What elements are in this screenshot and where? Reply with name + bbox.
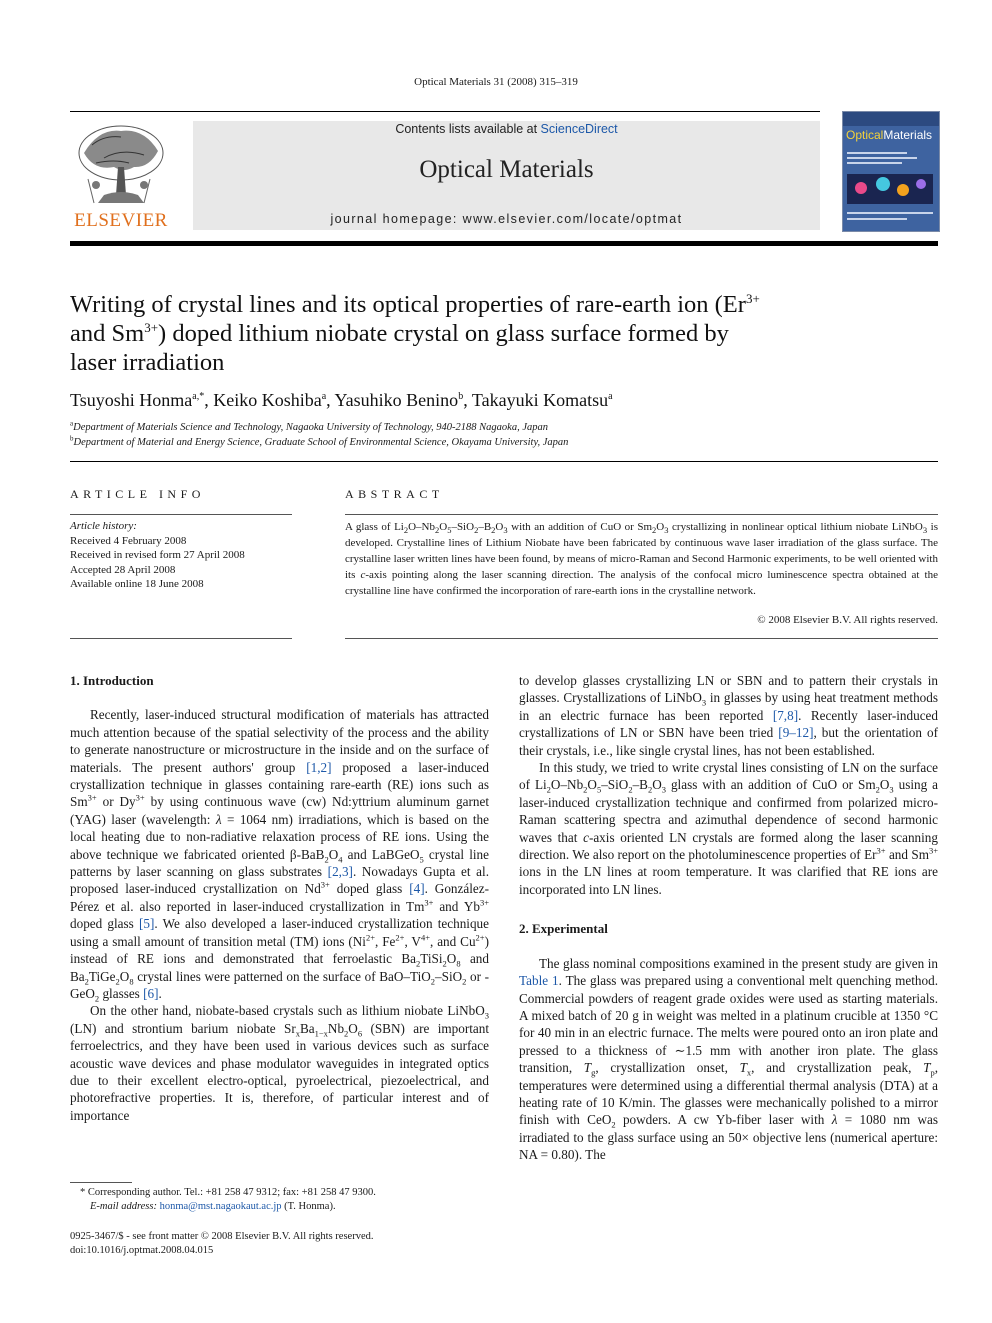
abstract-rule-bottom	[345, 638, 938, 639]
email-suffix: (T. Honma).	[284, 1201, 336, 1212]
cover-title-a: Optical	[846, 128, 884, 142]
header-rule	[70, 111, 820, 112]
footnote-rule	[70, 1182, 132, 1183]
history-accepted: Accepted 28 April 2008	[70, 563, 176, 576]
corresponding-author-note: * Corresponding author. Tel.: +81 258 47 9312; fax: +81 258 47 9300.	[80, 1187, 376, 1198]
article-info-heading: ARTICLE INFO	[70, 487, 205, 501]
footer-info	[70, 1230, 490, 1258]
author-name[interactable]: Keiko Koshiba	[213, 390, 322, 410]
affiliation-sup: b	[70, 434, 74, 443]
affiliation-b	[70, 434, 940, 448]
author-list: Tsuyoshi Honma$^{a,*}$, Keiko Koshiba$^a$, Yasuhiko Benino$^b$, Takayuki Komatsu$^a$	[70, 390, 613, 410]
email-link[interactable]: honma@mst.nagaokaut.ac.jp	[159, 1201, 282, 1212]
journal-citation: Optical Materials 31 (2008) 315–319	[414, 76, 578, 88]
intro-paragraph: Recently, laser-induced structural modification of materials has attracted much attention because of the spatial selectivity of the process and the ability to generate nanostructure or microstructure in the inside and on the surface of materials. The present authors' group [1,2] proposed a laser-induced crystallization technique in glasses containing rare-earth (RE) ions such as $Sm^{3+}$ or $Dy^{3+}$ by using continuous wave (cw) Nd:yttrium aluminum garnet (YAG) laser (wavelength: λ = 1064 nm) irradiations, which is based on the local heating due to non-radiative relaxation process of RE ions. Using the above technique we fabricated oriented $\beta-BaB_2O_4$ and LaBGeO$_5$ crystal line patterns by laser scanning on glass substrates [2,3]. Nowadays Gupta et al. proposed laser-induced crystallization on $Nd^{3+}$ doped glass [4]. González-Pérez et al. also reported in laser-induced crystallization in $Tm^{3+}$ and $Yb^{3+}$ doped glass [5]. We also developed a laser-induced crystallization technique using a small amount of transition metal (TM) ions ($Ni^{2+}$, $Fe^{2+}$, $V^{4+}$, and $Cu^{2+}$) instead of RE ions and demonstrated that ferroelastic $Ba_2TiSi_2O_8$ and $Ba_2TiGe_2O_8$ crystal lines were patterned on the surface of BaO–TiO$_2$–SiO$_2$ or -GeO$_2$ glasses [6].	[70, 707, 490, 1004]
author-sup[interactable]: a,*	[192, 391, 205, 402]
cover-title	[846, 128, 932, 142]
author-name[interactable]: Takayuki Komatsu	[471, 390, 609, 410]
journal-banner	[193, 121, 820, 230]
history-online: Available online 18 June 2008	[70, 578, 204, 590]
experimental-paragraph: The glass nominal compositions examined in the present study are given in Table 1. The glass was prepared using a conventional melt quenching method. Commercial powders of reagent grade oxides were used as starting materials. A mixed batch of 20 g in weight was melted in a platinum crucible at 1350 °C for 40 min in an electric furnace. The melts were poured onto an iron plate and pressed to a thickness of ∼1.5 mm with another iron plate. The glass transition, $T_g$, crystallization onset, $T_x$, and crystallization peak, $T_p$, temperatures were determined using a differential thermal analysis (DTA) at a heating rate of 10 K/min. The glasses were mechanically polished to a mirror finish with CeO$_2$ powders. A cw Yb-fiber laser with λ = 1080 nm was irradiated to the glass surface using an 50× objective lens (numerical aperture: NA = 0.80). The	[519, 955, 938, 1163]
journal-cover[interactable]	[842, 111, 940, 232]
email-label: E-mail address:	[90, 1201, 157, 1212]
abstract-heading: ABSTRACT	[345, 487, 444, 501]
author-sup[interactable]: b	[458, 391, 464, 402]
corresponding-text: Corresponding author. Tel.: +81 258 47 9312; fax: +81 258 47 9300.	[87, 1187, 376, 1198]
article-title: Writing of crystal lines and its optical properties of rare-earth ion ($Er^{3+}$ and $Sm^{3+}$) doped lithium niobate crystal on glass surface formed by laser irradiation	[70, 290, 760, 376]
abstract-rule-top	[345, 514, 938, 515]
footnote	[70, 1186, 490, 1214]
elsevier-logo[interactable]	[70, 121, 172, 233]
email-note	[70, 1200, 490, 1214]
intro-paragraph: In this study, we tried to write crystal lines consisting of LN on the surface of $Li_2O-Nb_2O_5-SiO_2-B_2O_3$ glass with an addition of CuO or $Sm_2O_3$ using a laser-induced crystallization technique and confirmed from polarized micro-Raman scattering spectra and azimuthal dependence of second harmonic waves that c-axis oriented LN crystals are formed along the laser scanning direction. We also report on the photoluminescence properties of $Er^{3+}$ and $Sm^{3+}$ ions in the LN lines at room temperature. It was clarified that RE ions are incorporated into LN lines.	[519, 760, 939, 897]
affiliation-sup: a	[70, 419, 74, 428]
intro-paragraph: On the other hand, niobate-based crystals such as lithium niobate LiNbO$_3$ (LN) and strontium barium niobate $Sr_xBa_{1-x}Nb_2O_6$ (SBN) are important ferroelectrics, and they have been used in various devices such as surface acoustic wave devices and phase modulator waveguides in integrated optics due to their excellent electro-optical, pyroelectrical, piezoelectrical, and photorefractive properties. It is, therefore, of particular interest and of importance	[70, 1003, 490, 1123]
affiliation-text: Department of Materials Science and Technology, Nagaoka University of Technology, 940-2188 Nagaoka, Japan	[73, 422, 548, 433]
abstract-copyright: © 2008 Elsevier B.V. All rights reserved.	[757, 614, 938, 626]
doi-link[interactable]: doi:10.1016/j.optmat.2008.04.015	[70, 1245, 214, 1256]
article-info-rule-top	[70, 514, 292, 515]
sciencedirect-link[interactable]: ScienceDirect	[540, 122, 618, 136]
author-name[interactable]: Tsuyoshi Honma	[70, 390, 193, 410]
author-name[interactable]: Yasuhiko Benino	[334, 390, 459, 410]
right-column	[519, 672, 938, 1164]
affiliation-a	[70, 419, 940, 433]
history-revised: Received in revised form 27 April 2008	[70, 549, 245, 561]
intro-paragraph: to develop glasses crystallizing LN or SBN and to pattern their crystals in glasses. Crystallizations of LiNbO$_3$ in glasses by using heat treatment methods in an electric furnace has been reported [7,8]. Recently laser-induced crystallizations of LN or SBN have been tried [9–12], but the orientation of their crystals, i.e., like single crystal lines, has not been established.	[519, 673, 938, 758]
elsevier-wordmark: ELSEVIER	[74, 210, 168, 231]
introduction-heading: 1. Introduction	[70, 673, 154, 688]
elsevier-tree-icon	[74, 123, 168, 209]
affiliation-text: Department of Material and Energy Science, Graduate School of Environmental Science, Okayama University, Japan	[73, 437, 569, 448]
contents-prefix: Contents lists available at	[395, 122, 541, 136]
author-sup[interactable]: a	[608, 391, 613, 402]
article-info-rule-bottom	[70, 638, 292, 639]
experimental-heading: 2. Experimental	[519, 921, 608, 937]
journal-homepage-link[interactable]: journal homepage: www.elsevier.com/locate/optmat	[330, 212, 683, 226]
abstract-body: A glass of $Li_2O-Nb_2O_5-SiO_2-B_2O_3$ with an addition of CuO or $Sm_2O_3$ crystallizing in nonlinear optical lithium niobate LiNbO$_3$ is developed. Crystalline lines of Lithium Niobate have been fabricated by continuous wave laser irradiation of the glass surface. The crystalline laser written lines have been found, by means of micro-Raman and Second Harmonic experiments, to be well oriented with its c-axis pointing along the laser scanning direction. The analysis of the confocal micro luminescence spectra obtained at the crystalline line have confirmed the incorporation of rare-earth ions in the crystalline network.	[345, 521, 938, 597]
article-history	[70, 519, 300, 592]
history-label: Article history:	[70, 520, 137, 532]
issn-line: 0925-3467/$ - see front matter © 2008 Elsevier B.V. All rights reserved.	[70, 1231, 374, 1242]
journal-name: Optical Materials	[419, 156, 594, 183]
header-thick-rule	[70, 241, 938, 246]
cover-title-b: Materials	[883, 128, 933, 142]
history-received: Received 4 February 2008	[70, 534, 187, 547]
author-sup[interactable]: a	[321, 391, 327, 402]
contents-line	[193, 122, 820, 136]
affiliation-rule	[70, 461, 938, 462]
left-column	[70, 672, 489, 1124]
